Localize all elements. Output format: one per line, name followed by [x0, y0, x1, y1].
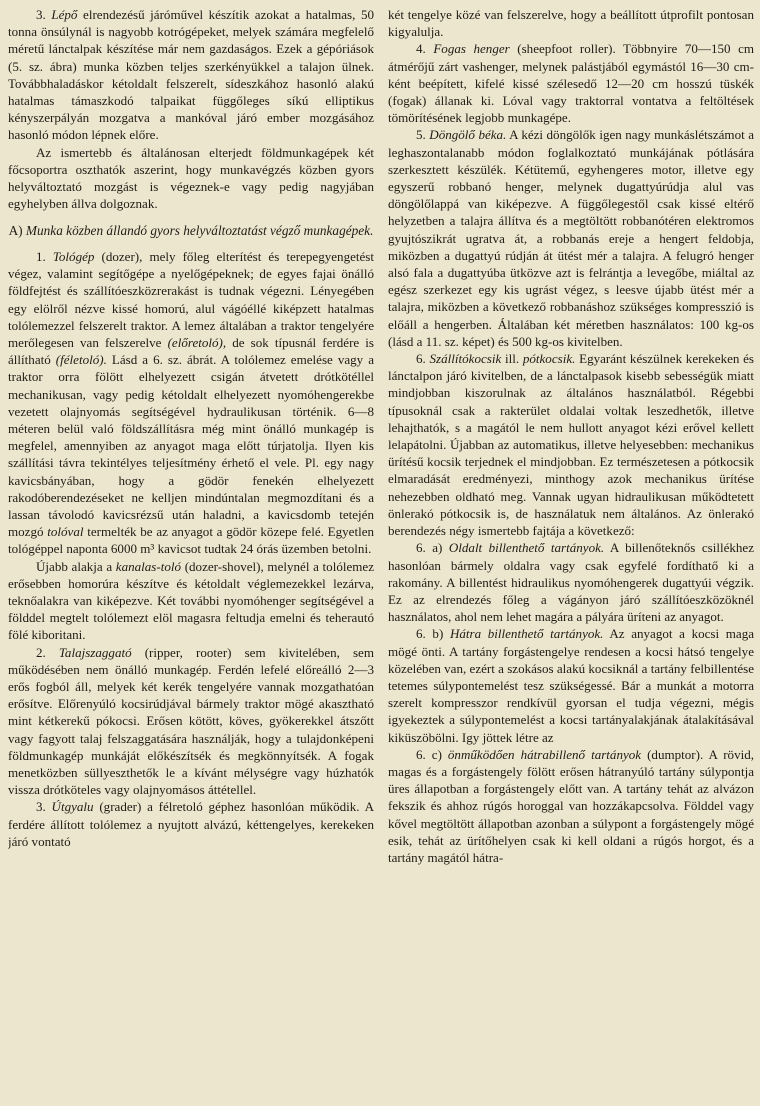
paragraph: [388, 126, 754, 350]
paragraph: [8, 144, 374, 213]
italic-term: (féletoló).: [55, 352, 107, 368]
italic-term: Szállítókocsik: [429, 351, 502, 367]
paragraph: [8, 798, 374, 850]
italic-term: Hátra billenthető tartányok.: [449, 626, 604, 642]
italic-term: Útgyalu: [51, 799, 94, 815]
italic-term: tolóval: [47, 524, 84, 540]
text-run: 5.: [416, 127, 430, 143]
text-run: A kézi döngölők igen nagy munkáslétszámot a leghaszontalanabb módon foglalkoztató munkájának pótlására szerkesztett készülék. Kétütemű, egyhengeres motor, illetve egy egyszerű robbanó henger, melynek dugattyúrúdja alul vas döngölőlappá van kiképezve. A függőlegestől csak kissé eltérő helyzetben a talajra állítva és a megtöltött robbanótéren elektromos gyujtószikrát ugratva át, a robbanás ereje a hengert feldobja, miközben a dugattyú rúdján át ütést mér a talajra. A felugró henger alsó fala a dugattyúba ütközve azt is felrántja a levegőbe, miáltal az egész szerkezet egy kis ugrást végez, s leesve újabb ütést mér a talajra, miközben a következő robbanáshoz szükséges kompresszió is előáll a hengerben. Általában két méretben használatos: 100 kg-os (lásd a 11. sz. képet) és 500 kg-os kivitelben.: [388, 127, 754, 349]
paragraph: [388, 539, 754, 625]
text-run: (dumptor). A rövid, magas és a forgástengely fölött erősen hátranyúló tartány súlypontja üres állapotban a forgástengely előtt van. A tartány tehát az alvázon fekszik és ahhoz rúgós horoggal van hozzákapcsolva. Földdel vagy kővel megtöltött állapotban azonban a súlypont a forgástengely mögé esik, tehát az ürítőhelyen csak ki kell oldani a rúgós horgot, és a tartány magától hátra-: [388, 746, 754, 865]
text-run: termelték be az anyagot a gödör közepe felé. Egyetlen tológéppel naponta 6000 m³ kavicsot tudtak 24 órás üzemben betolni.: [8, 524, 374, 557]
section-heading-text: Munka közben állandó gyors helyváltoztatást végző munkagépek.: [25, 223, 374, 239]
text-run: 6. c): [416, 746, 448, 762]
text-run: 6. a): [416, 540, 449, 556]
italic-term: Tológép: [52, 248, 95, 264]
text-run: 1.: [36, 248, 53, 264]
paragraph: [388, 40, 754, 126]
text-run: (grader) a félretoló géphez hasonlóan működik. A ferdére állított tolólemez a nyujtott alvázú, kéttengelyes, kerekeken járó vontató: [8, 799, 374, 849]
italic-term: kanalas-toló: [115, 558, 182, 574]
text-run: 3.: [36, 799, 52, 815]
text-run: 6. b): [416, 626, 450, 642]
text-run: 3.: [36, 7, 52, 22]
paragraph: [388, 350, 754, 539]
italic-term: (előretoló),: [167, 334, 227, 350]
italic-term: Fogas henger: [433, 41, 510, 57]
paragraph: [8, 644, 374, 799]
italic-term: Lépő: [51, 7, 78, 22]
text-run: elrendezésű járóművel készítik azokat a hatalmas, 50 tonna önsúlynál is nagyobb kotrógépeket, melyek számára megfelelő méretű lánctalpak készítése már nem gazdaságos. Ezek a gépóriások (5. sz. ábra) munka közben teljes szerkényükkel a talajon ülnek. Továbbhaladáskor kétoldalt felszerelt, sídeszkához hasonló alakú hatalmas támaszkodó talpaikat függőleges síkú elliptikus kényszerpályán mozgatva a mankóval járó ember mozgásához hasonló módon lépnek előre.: [8, 7, 374, 143]
text-run: Az ismertebb és általánosan elterjedt földmunkagépek két főcsoportra oszthatók aszerint, hogy munkavégzés közben gyors helyváltoztató mozgást is végeznek-e vagy pedig nagyjában egyhelyben állva dolgoznak.: [8, 144, 374, 212]
text-run: (dozer), mely főleg elterítést és terepegyengetést végez, valamint segítőgépe a nyelőgépeknek; de egyes fajai önálló földfejtést és szállítóeszközrerakást is tudnak végezni. Lényegében egy elölről nézve kissé homorú, alul vágóéllé kiképzett hatalmas tolólemezzel felszerelt traktor. A lemez általában a traktor tengelyére merőlegesen van felszerelve: [8, 248, 374, 350]
text-run: (sheepfoot roller). Többnyire 70—150 cm átmérőjű zárt vashenger, melynek palástjából egymástól 16—30 cm-ként beépített, kifelé kissé szélesedő 12—20 cm hosszú tüskék (fogak) állanak ki. Lóval vagy traktorral vontatva a feltöltések tömörítésének legjobb munkagépe.: [388, 41, 754, 126]
text-run: Lásd a 6. sz. ábrát. A tolólemez emelése vagy a traktor orra fölött elhelyezett csigán átvetett drótkötéllel mechanikusan, vagy pedig kétoldalt elhelyezett nyomóhengerekbe vezetett olajnyomás segítségével hydraulikusan történik. 6—8 méteren belül való földszállításra még mint önálló munkagép is megfelel, amennyiben az anyagot maga előtt túrjatolja. Ilyen kis szállítási távra tekintélyes teljesítmény érhető el vele. Pl. egy nagy kavicsbányában, hogy a gödör fenekén elhelyezett rakodóberendezéseket ne kelljen mindúntalan megmozdítani és a lassan távolodó kavicsrézsű után haladni, a kavicsdomb tetején mozgó: [8, 352, 374, 540]
italic-term: pótkocsik.: [522, 351, 576, 367]
text-run: A billenőteknős csillékhez hasonlóan bármely oldalra vagy csak egyfelé fordíthatő ki a rakomány. A billentést hidraulikus nyomóhengerek dugattyúi végzik. Ez az elrendezés főleg a vágányon járó szállítóeszközöknél használatos, ahol nem lehet magára a pályára üríteni az anyagot.: [388, 540, 754, 625]
section-heading: [8, 222, 374, 240]
right-column: [388, 6, 754, 1106]
left-column: [8, 6, 374, 1106]
text-run: (dozer-shovel), melynél a tolólemez erősebben homorúra készítve és kétoldalt véglemezekkel lezárva, teknőalakra van kiképezve. Két további nyomóhenger segítségével a földdel megtelt tolólemezt elöl magasra feltudja emelni és teherautó fölé kiboritani.: [8, 558, 374, 643]
italic-term: Talajszaggató: [58, 644, 132, 660]
paragraph: [388, 746, 754, 866]
paragraph: [8, 6, 374, 144]
text-run: 4.: [416, 41, 434, 57]
text-run: két tengelye közé van felszerelve, hogy a beállított útprofilt pontosan kigyalulja.: [388, 7, 754, 40]
text-run: de sok típusnál ferdére is állítható: [8, 334, 374, 368]
text-run: Az anyagot a kocsi maga mögé önti. A tartány forgástengelye rendesen a kocsi hátsó tengelye közelében van, ezért a szokásos alakú kocsiknál a tartány felbillentése tetemes súlypontemelést tesz szükségessé. Bár a munkát a motorra szerelt kompresszor rendkívül gyorsan el tudja végezni, mégis igyekeztek a súlypontemelést a kocsi tartányalakjának átalakításával kiküszöbölni. Igy jöttek létre az: [388, 626, 754, 745]
italic-term: Döngölő béka.: [429, 127, 507, 143]
text-run: (ripper, rooter) sem kivitelében, sem működésében nem önálló munkagép. Ferdén lefelé előreálló 2—3 erős fogból áll, melyek két kerék tengelyére vannak mozgathatóan erősítve. Előrenyúló kocsirúdjával bármely traktor mögé akasztható mint kétkerekű pókocsi. Erősen kötött, köves, gyökerekkel átszőtt vagy fagyott talaj felszaggatására használják, hogy a tulajdonképeni földmunkagép munkáját előkészítsék és megkönnyítsék. A fogak menetközben süllyeszthetők le a kívánt mélységre vagy húzhatók vissza drótköteles vagy olajnyomásos áttétellel.: [8, 644, 374, 798]
paragraph: [388, 625, 754, 745]
paragraph: [388, 6, 754, 40]
text-run: Újabb alakja a: [36, 558, 116, 574]
text-run: 2.: [36, 644, 59, 660]
text-run: ill.: [501, 351, 523, 367]
italic-term: Oldalt billenthető tartányok.: [448, 540, 605, 556]
paragraph: [8, 248, 374, 558]
italic-term: önműködően hátrabillenő tartányok: [447, 746, 642, 762]
section-heading-number: A): [8, 223, 26, 239]
text-run: 6.: [416, 351, 430, 367]
paragraph: [8, 558, 374, 644]
text-run: Egyaránt készülnek kerekeken és lánctalpon járó kivitelben, de a lánctalpasok kisebb sebességük miatt mindjobban kiszorulnak az általános használatból. Régebbi típusoknál csak a rakterület oldalai voltak leszedhetők, illetve lehajthatók, s a magától le nem hullott anyagot kézi erővel kellett lelapátolni. Újabban az automatikus, illetve helyesebben: mechanikus ürítésű kocsik terjednek el mindjobban. Ez természetesen a pótkocsik elmaradását eredményezi, minthogy azok mechanikus ürítése nehezebben oldható meg. Vannak ugyan hidraulikusan működtetett önlerakó pótkocsik is, de használatuk nem általános. Az önlerakó berendezés négy ismertebb fajtája a következő:: [388, 351, 754, 539]
